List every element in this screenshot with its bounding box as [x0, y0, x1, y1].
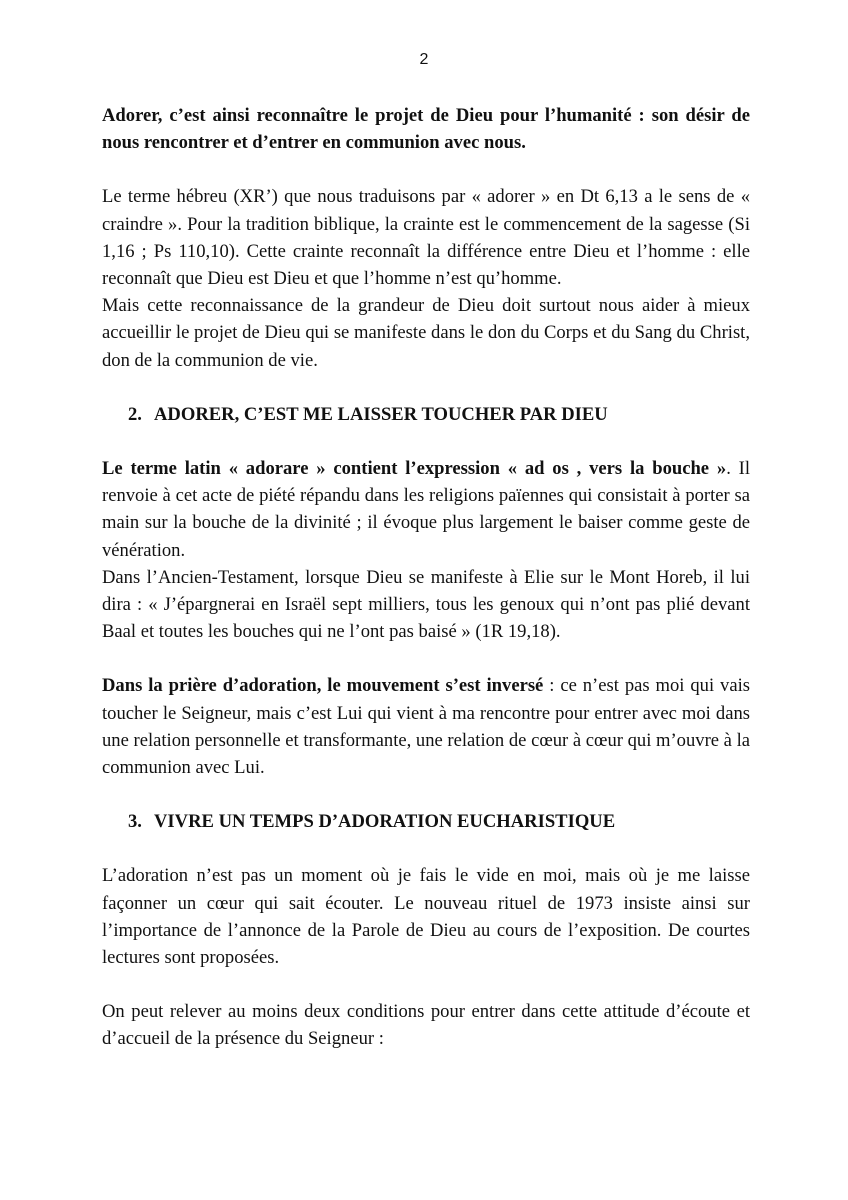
prayer-text: : ce n’est pas moi qui vais toucher le Seigneur, mais c’est Lui qui vient à ma rencontre pour entrer avec moi dans une relation personnelle et transformante, une relation de cœur à cœur qui m’ouvre à la communion avec Lui. — [102, 675, 750, 779]
prayer-bold-text: Dans la prière d’adoration, le mouvement s’est inversé — [102, 675, 544, 697]
section-number-3: 3. — [128, 811, 142, 833]
section-heading-2 — [102, 401, 750, 428]
hebrew-term-paragraph: Le terme hébreu (XR’) que nous traduisons par « adorer » en Dt 6,13 a le sens de « craindre ». Pour la tradition biblique, la crainte est le commencement de la sagesse (Si 1,16 ; Ps 110,10). Cette crainte reconnaît la différence entre Dieu et l’homme : elle reconnaît que Dieu est Dieu et que l’homme n’est qu’homme. — [102, 186, 750, 290]
old-testament-paragraph: Dans l’Ancien-Testament, lorsque Dieu se manifeste à Elie sur le Mont Horeb, il lui dira : « J’épargnerai en Israël sept milliers, tous les genoux qui n’ont pas plié devant Baal et toutes les bouches qui ne l’ont pas baisé » (1R 19,18). — [102, 566, 750, 643]
intro-paragraph — [102, 102, 750, 156]
latin-term-bold-text: Le terme latin « adorare » contient l’expression « ad os , vers la bouche » — [102, 458, 727, 480]
recognition-paragraph: Mais cette reconnaissance de la grandeur de Dieu doit surtout nous aider à mieux accueillir le projet de Dieu qui se manifeste dans le don du Corps et du Sang du Christ, don de la communion de vie. — [102, 295, 750, 371]
page-number: 2 — [419, 51, 429, 68]
section-title-2: ADORER, C’EST ME LAISSER TOUCHER PAR DIEU — [154, 403, 608, 425]
paragraph-spacer — [102, 645, 750, 672]
paragraph-spacer — [102, 156, 750, 183]
paragraph-spacer — [102, 428, 750, 455]
section-number-2: 2. — [128, 403, 142, 425]
paragraph-spacer — [102, 971, 750, 998]
prayer-paragraph — [102, 672, 750, 781]
section-heading-3 — [102, 808, 750, 835]
intro-bold-text: Adorer, c’est ainsi reconnaître le projet de Dieu pour l’humanité : son désir de nous rencontrer et d’entrer en communion avec nous. — [102, 105, 750, 154]
document-body — [102, 102, 750, 1053]
paragraph-spacer — [102, 781, 750, 808]
section-title-3: VIVRE UN TEMPS D’ADORATION EUCHARISTIQUE — [154, 811, 616, 833]
adoration-paragraph: L’adoration n’est pas un moment où je fais le vide en moi, mais où je me laisse façonner un cœur qui sait écouter. Le nouveau rituel de 1973 insiste ainsi sur l’importance de l’annonce de la Parole de Dieu au cours de l’exposition. De courtes lectures sont proposées. — [102, 865, 750, 969]
paragraph-spacer — [102, 374, 750, 401]
latin-term-paragraph — [102, 455, 750, 564]
paragraph-spacer — [102, 835, 750, 862]
conditions-paragraph: On peut relever au moins deux conditions pour entrer dans cette attitude d’écoute et d’accueil de la présence du Seigneur : — [102, 1001, 750, 1050]
latin-term-text: . Il renvoie à cet acte de piété répandu dans les religions païennes qui consistait à porter sa main sur la bouche de la divinité ; il évoque plus largement le baiser comme geste de vénération. — [102, 458, 751, 561]
